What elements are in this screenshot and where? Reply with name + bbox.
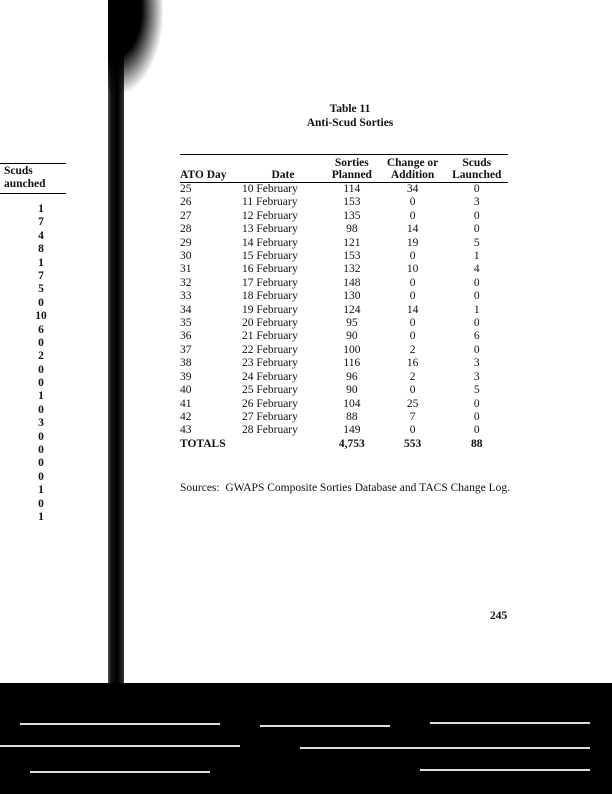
left-value: 0 <box>38 430 44 443</box>
header-ato-day: ATO Day <box>180 169 227 181</box>
left-value: 0 <box>38 296 44 309</box>
left-header-line2: aunched <box>4 178 46 190</box>
sources-note <box>180 482 510 494</box>
total-sorties-planned: 4,753 <box>338 437 365 450</box>
binding-shadow-top <box>108 0 163 95</box>
cell-ato-day: 42 <box>180 410 192 423</box>
cell-scuds-launched: 4 <box>473 263 480 276</box>
table-row <box>180 223 508 236</box>
cell-sorties-planned: 148 <box>343 276 361 289</box>
cell-scuds-launched: 0 <box>473 317 480 330</box>
totals-row <box>180 438 508 451</box>
cell-change-or-addition: 34 <box>406 183 419 195</box>
cell-sorties-planned: 96 <box>346 370 358 383</box>
cell-scuds-launched: 0 <box>473 410 480 423</box>
cell-date: 11 February <box>242 196 298 209</box>
cell-date: 18 February <box>242 290 298 303</box>
cell-ato-day: 36 <box>180 330 192 343</box>
cell-scuds-launched: 5 <box>473 384 480 397</box>
cell-date: 23 February <box>242 357 298 370</box>
cell-date: 22 February <box>242 343 298 356</box>
left-value: 2 <box>38 350 44 363</box>
left-value: 0 <box>38 403 44 416</box>
cell-date: 21 February <box>242 330 298 343</box>
cell-change-or-addition: 0 <box>409 196 416 209</box>
cell-date: 12 February <box>242 209 298 222</box>
header-date: Date <box>271 169 295 181</box>
header-sorties-planned: Sorties Planned <box>331 157 372 181</box>
left-value: 1 <box>38 256 44 269</box>
cell-scuds-launched: 0 <box>473 343 480 356</box>
cell-sorties-planned: 116 <box>343 357 361 370</box>
cell-date: 26 February <box>242 397 298 410</box>
cell-ato-day: 25 <box>180 183 192 195</box>
left-value: 7 <box>38 216 44 229</box>
left-value: 3 <box>38 417 44 430</box>
cell-sorties-planned: 90 <box>346 384 358 397</box>
cell-sorties-planned: 100 <box>343 343 361 356</box>
left-value: 1 <box>38 203 44 215</box>
header-scuds: Scuds Launched <box>452 157 502 181</box>
sources-label: Sources: <box>180 482 220 494</box>
cell-scuds-launched: 0 <box>473 183 480 195</box>
header-change: Change or Addition <box>386 157 439 181</box>
cell-change-or-addition: 0 <box>409 424 416 437</box>
cell-change-or-addition: 0 <box>409 384 416 397</box>
anti-scud-sorties-table <box>180 154 508 451</box>
table-row <box>180 304 508 317</box>
cell-sorties-planned: 135 <box>343 209 361 222</box>
table-row <box>180 384 508 397</box>
binding-shadow <box>108 0 124 690</box>
cell-sorties-planned: 95 <box>346 317 358 330</box>
cell-ato-day: 26 <box>180 196 192 209</box>
left-value: 0 <box>38 470 44 483</box>
cell-change-or-addition: 7 <box>409 410 416 423</box>
cell-ato-day: 38 <box>180 357 192 370</box>
cell-change-or-addition: 14 <box>406 223 419 236</box>
cell-change-or-addition: 2 <box>409 343 416 356</box>
cell-sorties-planned: 130 <box>343 290 361 303</box>
cell-sorties-planned: 88 <box>346 410 358 423</box>
page-number: 245 <box>490 610 508 622</box>
cell-ato-day: 39 <box>180 370 192 383</box>
cell-date: 27 February <box>242 410 298 423</box>
total-ato-day: TOTALS <box>180 437 226 450</box>
cell-sorties-planned: 153 <box>343 250 361 263</box>
cell-scuds-launched: 3 <box>473 370 480 383</box>
cell-ato-day: 33 <box>180 290 192 303</box>
cell-date: 16 February <box>242 263 298 276</box>
cell-change-or-addition: 0 <box>409 330 416 343</box>
cell-ato-day: 37 <box>180 343 192 356</box>
left-value: 10 <box>35 310 47 323</box>
left-value: 5 <box>38 283 44 296</box>
cell-ato-day: 34 <box>180 303 192 316</box>
cell-change-or-addition: 16 <box>406 357 419 370</box>
cell-scuds-launched: 6 <box>473 330 480 343</box>
cell-scuds-launched: 5 <box>473 236 480 249</box>
cell-sorties-planned: 104 <box>343 397 361 410</box>
cell-date: 28 February <box>242 424 298 437</box>
cell-scuds-launched: 0 <box>473 223 480 236</box>
table-number: Table 11 <box>329 103 371 115</box>
cell-change-or-addition: 0 <box>409 209 416 222</box>
left-value: 8 <box>38 243 44 256</box>
table-row <box>180 237 508 250</box>
cell-scuds-launched: 0 <box>473 209 480 222</box>
left-value: 0 <box>38 363 44 376</box>
table-row <box>180 196 508 209</box>
cell-scuds-launched: 0 <box>473 276 480 289</box>
cell-scuds-launched: 1 <box>473 250 480 263</box>
cell-sorties-planned: 124 <box>343 303 361 316</box>
cell-date: 17 February <box>242 276 298 289</box>
cell-scuds-launched: 0 <box>473 397 480 410</box>
cell-sorties-planned: 153 <box>343 196 361 209</box>
cell-change-or-addition: 0 <box>409 250 416 263</box>
table-row <box>180 317 508 330</box>
cell-date: 10 February <box>242 183 298 195</box>
cell-sorties-planned: 114 <box>343 183 361 195</box>
total-date <box>242 438 324 451</box>
cell-date: 15 February <box>242 250 298 263</box>
cell-sorties-planned: 132 <box>343 263 361 276</box>
cell-sorties-planned: 149 <box>343 424 361 437</box>
cell-date: 24 February <box>242 370 298 383</box>
left-value: 6 <box>38 323 44 336</box>
left-value: 1 <box>38 510 44 523</box>
cell-scuds-launched: 3 <box>473 196 480 209</box>
left-value: 0 <box>38 377 44 390</box>
table-row <box>180 344 508 357</box>
table-header-row <box>180 155 508 183</box>
cell-ato-day: 40 <box>180 384 192 397</box>
cell-sorties-planned: 121 <box>343 236 361 249</box>
cell-date: 19 February <box>242 303 298 316</box>
sources-end: Change Log. <box>450 482 511 494</box>
scan-edge-shadow <box>0 683 612 794</box>
table-row <box>180 398 508 411</box>
left-value: 7 <box>38 269 44 282</box>
sources-gwaps: GWAPS <box>225 482 265 494</box>
cell-ato-day: 35 <box>180 317 192 330</box>
cell-date: 13 February <box>242 223 298 236</box>
table-row <box>180 210 508 223</box>
left-page-column <box>26 203 56 524</box>
cell-ato-day: 27 <box>180 209 192 222</box>
table-row <box>180 330 508 343</box>
left-value: 0 <box>38 336 44 349</box>
cell-date: 20 February <box>242 317 298 330</box>
cell-change-or-addition: 0 <box>409 317 416 330</box>
cell-ato-day: 31 <box>180 263 192 276</box>
cell-change-or-addition: 10 <box>406 263 419 276</box>
cell-scuds-launched: 3 <box>473 357 480 370</box>
cell-ato-day: 30 <box>180 250 192 263</box>
sources-mid: Composite Sorties Database and <box>267 482 417 494</box>
cell-change-or-addition: 19 <box>406 236 419 249</box>
cell-ato-day: 41 <box>180 397 192 410</box>
table-row <box>180 411 508 424</box>
cell-ato-day: 28 <box>180 223 192 236</box>
cell-change-or-addition: 0 <box>409 290 416 303</box>
table-row <box>180 371 508 384</box>
left-value: 1 <box>38 390 44 403</box>
cell-sorties-planned: 90 <box>346 330 358 343</box>
left-value: 0 <box>38 457 44 470</box>
cell-date: 25 February <box>242 384 298 397</box>
left-page-header <box>0 163 66 194</box>
cell-date: 14 February <box>242 236 298 249</box>
table-title <box>280 102 420 130</box>
table-caption: Anti-Scud Sorties <box>306 117 394 129</box>
table-row <box>180 424 508 437</box>
total-scuds-launched: 88 <box>471 437 483 450</box>
table-row <box>180 183 508 197</box>
table-row <box>180 263 508 276</box>
table-row <box>180 357 508 370</box>
cell-sorties-planned: 98 <box>346 223 358 236</box>
table-row <box>180 290 508 303</box>
cell-ato-day: 32 <box>180 276 192 289</box>
sources-tacs: TACS <box>419 482 448 494</box>
total-change-or-addition: 553 <box>403 437 422 450</box>
cell-ato-day: 29 <box>180 236 192 249</box>
left-value: 1 <box>38 484 44 497</box>
cell-scuds-launched: 0 <box>473 290 480 303</box>
left-value: 4 <box>38 229 44 242</box>
cell-change-or-addition: 0 <box>409 276 416 289</box>
cell-scuds-launched: 1 <box>473 303 480 316</box>
cell-scuds-launched: 0 <box>473 424 480 437</box>
cell-change-or-addition: 25 <box>406 397 419 410</box>
cell-ato-day: 43 <box>180 424 192 437</box>
left-value: 0 <box>38 497 44 510</box>
table-row <box>180 277 508 290</box>
cell-change-or-addition: 2 <box>409 370 416 383</box>
left-header-line1: Scuds <box>4 165 33 177</box>
cell-change-or-addition: 14 <box>406 303 419 316</box>
left-value: 0 <box>38 444 44 457</box>
table-row <box>180 250 508 263</box>
